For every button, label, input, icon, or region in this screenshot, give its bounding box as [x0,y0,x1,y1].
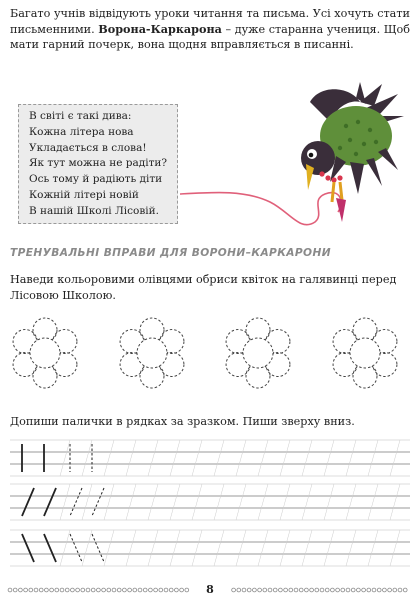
footer-dot [336,588,340,592]
slant-guide [258,530,268,566]
slant-guide [258,440,268,476]
sample-stroke [22,534,34,562]
flower-outline[interactable] [13,318,77,388]
poem-line: Ось тому й радіють діти [29,173,163,186]
trace-stroke [70,488,82,516]
footer-dot [325,588,329,592]
footer-dot [331,588,335,592]
string-line [180,192,341,224]
slant-guide [148,484,158,520]
intro-paragraph [10,6,410,53]
footer-dot [50,588,54,592]
footer-dot [320,588,324,592]
slant-guide [148,440,158,476]
slant-guide [368,530,378,566]
footer-dot [377,588,381,592]
footer-dot [398,588,402,592]
slant-guide [82,530,92,566]
footer-dot [169,588,173,592]
slant-guide [346,530,356,566]
footer-dot [253,588,257,592]
footer-dot [299,588,303,592]
crow-beak [306,164,314,190]
sample-stroke [44,534,56,562]
footer-dot [45,588,49,592]
slant-guide [60,440,70,476]
pencil [336,198,346,222]
footer-dot [180,588,184,592]
slant-guide [236,440,246,476]
flower-outline[interactable] [226,318,290,388]
crow-illustration [160,82,412,237]
slant-guide [60,530,70,566]
footer-dot [263,588,267,592]
slant-guide [258,484,268,520]
footer-dot [91,588,95,592]
slant-guide [390,484,400,520]
footer-dot [351,588,355,592]
crow-head [301,141,335,175]
footer-dot [24,588,28,592]
slant-guide [280,440,290,476]
footer-dot [232,588,236,592]
slant-guide [104,484,114,520]
footer-dot [159,588,163,592]
footer-dot [185,588,189,592]
footer-dot [247,588,251,592]
trace-stroke [92,488,104,516]
flower-center [243,338,273,368]
footer-dot [310,588,314,592]
footer-dot [258,588,262,592]
slant-guide [280,530,290,566]
footer-dot [284,588,288,592]
slant-guide [368,440,378,476]
slant-guide [214,484,224,520]
slant-guide [60,484,70,520]
footer-dot [315,588,319,592]
intro-text-part1: Багато учнів відвідують уроки читання та письма. Усі хочуть стати письменними. [10,7,410,36]
flowers-tracing [0,308,420,398]
poem-line: Укладається в слова! [29,141,147,154]
footer-dot [112,588,116,592]
footer-dot [242,588,246,592]
slant-guide [170,484,180,520]
sample-stroke [22,488,34,516]
footer-dot [388,588,392,592]
slant-guide [236,484,246,520]
slant-guide [126,530,136,566]
intro-crow-name: Ворона-Каркарона [98,21,222,36]
poem-line: Як тут можна не радіти? [29,157,168,170]
footer-dot [346,588,350,592]
footer-dot [107,588,111,592]
footer-dot [372,588,376,592]
slant-guide [302,530,312,566]
footer-dot [133,588,137,592]
footer-dot [29,588,33,592]
slant-guide [302,440,312,476]
footer-dot [305,588,309,592]
footer-dot [341,588,345,592]
footer-dot [138,588,142,592]
slant-guide [104,440,114,476]
slant-guide [236,530,246,566]
footer-dot [403,588,407,592]
footer-dot [19,588,23,592]
footer-dot [55,588,59,592]
footer-dot [149,588,153,592]
footer-dot [34,588,38,592]
task1-instruction: Наведи кольоровими олівцями обриси квіток на галявинці перед Лісовою Школою. [10,273,397,302]
footer-dot [128,588,132,592]
footer-dot [273,588,277,592]
footer-dot [71,588,75,592]
slant-guide [82,484,92,520]
slant-guide [192,484,202,520]
footer-dot [362,588,366,592]
trace-stroke [92,534,104,562]
footer-dot [164,588,168,592]
writing-row[interactable] [10,440,410,476]
crow-necklace [319,171,342,182]
footer-dot [102,588,106,592]
task2-instruction: Допиши палички в рядках за зразком. Пиши зверху вниз. [10,415,355,428]
footer-dot [97,588,101,592]
slant-guide [214,440,224,476]
flower-outline[interactable] [333,318,397,388]
footer-dot [393,588,397,592]
footer-dot [268,588,272,592]
slant-guide [280,484,290,520]
poem-line: В нашій Школі Лісовій. [29,204,159,217]
writing-lines [0,432,420,572]
slant-guide [192,440,202,476]
slant-guide [324,440,334,476]
sample-stroke [44,488,56,516]
slant-guide [324,484,334,520]
footer-dot [294,588,298,592]
flower-outline[interactable] [120,318,184,388]
footer-dot [60,588,64,592]
footer-dot [86,588,90,592]
poem-box [18,104,178,224]
flower-center [30,338,60,368]
slant-guide [368,484,378,520]
intro-text-part2: – дуже старанна учениця. Щоб мати гарний почерк, вона щодня вправляється в писанні. [10,22,411,51]
section-title: ТРЕНУВАЛЬНІ ВПРАВИ ДЛЯ ВОРОНИ–КАРКАРОНИ [10,247,331,259]
trace-stroke [70,534,82,562]
slant-guide [148,530,158,566]
footer-dot [8,588,12,592]
footer-dot [279,588,283,592]
footer-dot [143,588,147,592]
footer-dot [76,588,80,592]
poem-line: В світі є такі дива: [29,110,132,122]
footer-dot [367,588,371,592]
page-number: 8 [206,583,214,596]
poem-line: Кожній літері новій [29,188,139,201]
footer-dot [39,588,43,592]
footer-dot [123,588,127,592]
footer-dot [13,588,17,592]
slant-guide [170,440,180,476]
slant-guide [104,530,114,566]
footer-dot [81,588,85,592]
flower-center [137,338,167,368]
slant-guide [170,530,180,566]
poem-line: Кожна літера нова [29,125,134,138]
footer-dot [154,588,158,592]
footer-dot [383,588,387,592]
footer-dot [357,588,361,592]
slant-guide [390,440,400,476]
footer-dot [65,588,69,592]
slant-guide [324,530,334,566]
slant-guide [192,530,202,566]
slant-guide [82,440,92,476]
slant-guide [346,484,356,520]
slant-guide [126,440,136,476]
slant-guide [214,530,224,566]
slant-guide [346,440,356,476]
slant-guide [302,484,312,520]
writing-row[interactable] [10,530,410,566]
footer-dot [237,588,241,592]
slant-guide [390,530,400,566]
footer-dot [175,588,179,592]
flower-center [350,338,380,368]
writing-row[interactable] [10,484,410,520]
footer-dot [289,588,293,592]
slant-guide [126,484,136,520]
footer-dot [117,588,121,592]
